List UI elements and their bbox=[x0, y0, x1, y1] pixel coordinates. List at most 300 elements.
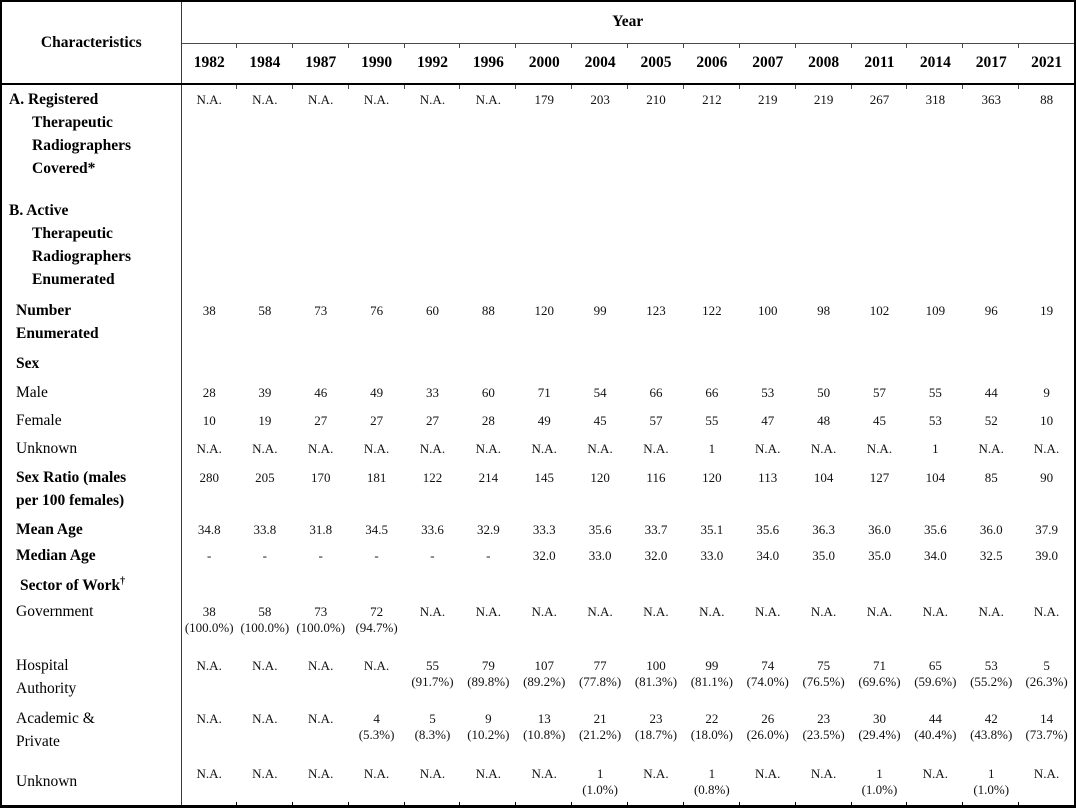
cell-active-enumerated-2004 bbox=[572, 196, 628, 296]
cell-line: 104 bbox=[813, 470, 834, 485]
cell-line: 34.0 bbox=[923, 548, 947, 563]
cell-line: 1 bbox=[987, 766, 995, 782]
cell-registered-covered-2017 bbox=[963, 84, 1019, 196]
cell-median-age-1982 bbox=[181, 541, 237, 567]
cell-line: N.A. bbox=[810, 441, 837, 456]
cell-line: 23 bbox=[817, 711, 831, 727]
characteristics-column-header: Characteristics bbox=[1, 1, 181, 84]
cell-line: 35.6 bbox=[923, 522, 947, 537]
cell-line: 32.9 bbox=[476, 522, 500, 537]
cell-line: 55 bbox=[928, 385, 942, 400]
cell-active-enumerated-2000 bbox=[516, 196, 572, 296]
cell-sex-2004 bbox=[572, 349, 628, 378]
cell-line: 44 bbox=[928, 711, 942, 727]
cell-sex-unknown-1996 bbox=[460, 434, 516, 463]
cell-sector-unknown-2006 bbox=[684, 759, 740, 806]
cell-line: N.A. bbox=[308, 766, 334, 782]
cell-female-2014 bbox=[907, 406, 963, 434]
cell-line: N.A. bbox=[308, 441, 334, 456]
cell-line: N.A. bbox=[475, 441, 501, 456]
cell-line: 76 bbox=[370, 303, 384, 318]
cell-line: N.A. bbox=[587, 441, 613, 456]
cell-male-2017 bbox=[963, 378, 1019, 406]
cell-median-age-1990 bbox=[349, 541, 405, 567]
cell-line: 71 bbox=[872, 658, 886, 674]
cell-line: N.A. bbox=[978, 441, 1004, 456]
table-row-sex-ratio bbox=[1, 463, 1075, 515]
cell-number-enumerated-1987 bbox=[293, 296, 349, 349]
row-label-male bbox=[1, 378, 181, 406]
row-label-female bbox=[1, 406, 181, 434]
cell-female-1996 bbox=[460, 406, 516, 434]
cell-academic-private-2021 bbox=[1019, 704, 1075, 759]
cell-line: N.A. bbox=[866, 441, 893, 456]
row-label-line: Academic & bbox=[16, 710, 95, 728]
cell-sector-of-work-2007 bbox=[740, 567, 796, 597]
cell-line: 33.8 bbox=[253, 522, 277, 537]
cell-line: 5 bbox=[1043, 658, 1050, 674]
cell-hospital-authority-1992 bbox=[405, 651, 461, 704]
cell-sex-unknown-1982 bbox=[181, 434, 237, 463]
cell-female-1992 bbox=[405, 406, 461, 434]
cell-government-1996 bbox=[460, 597, 516, 651]
cell-line: 85 bbox=[984, 470, 998, 485]
cell-sex-ratio-1982 bbox=[181, 463, 237, 515]
cell-line: 55 bbox=[425, 658, 439, 674]
cell-male-2006 bbox=[684, 378, 740, 406]
cell-male-2014 bbox=[907, 378, 963, 406]
cell-sex-2005 bbox=[628, 349, 684, 378]
cell-sex-2006 bbox=[684, 349, 740, 378]
cell-female-1990 bbox=[349, 406, 405, 434]
cell-sector-unknown-2021 bbox=[1019, 759, 1075, 806]
cell-line: 55 bbox=[705, 413, 719, 428]
cell-government-1987 bbox=[293, 597, 349, 651]
cell-number-enumerated-1990 bbox=[349, 296, 405, 349]
cell-registered-covered-2007 bbox=[740, 84, 796, 196]
row-label-sex bbox=[1, 349, 181, 378]
cell-sector-unknown-1984 bbox=[237, 759, 293, 806]
cell-line: 45 bbox=[872, 413, 886, 428]
cell-sector-of-work-2008 bbox=[796, 567, 852, 597]
cell-line: 42 bbox=[984, 711, 998, 727]
cell-male-1990 bbox=[349, 378, 405, 406]
cell-line: 27 bbox=[370, 413, 384, 428]
cell-sector-unknown-2008 bbox=[796, 759, 852, 806]
cell-line: 52 bbox=[984, 413, 998, 428]
cell-line: 122 bbox=[702, 303, 722, 318]
cell-sex-unknown-2006 bbox=[684, 434, 740, 463]
cell-mean-age-2008 bbox=[796, 515, 852, 541]
cell-line: N.A. bbox=[419, 441, 446, 456]
row-label-line: Private bbox=[16, 733, 60, 751]
cell-line: N.A. bbox=[363, 766, 390, 782]
cell-female-2008 bbox=[796, 406, 852, 434]
cell-line: 36.0 bbox=[979, 522, 1003, 537]
cell-line: 26 bbox=[761, 711, 775, 727]
row-label-line: Hospital bbox=[16, 657, 69, 675]
row-label-line: Median Age bbox=[16, 547, 96, 564]
cell-male-1996 bbox=[460, 378, 516, 406]
cell-line: N.A. bbox=[252, 766, 278, 782]
cell-line: (89.8%) bbox=[467, 674, 510, 690]
cell-sector-unknown-2007 bbox=[740, 759, 796, 806]
cell-line: 1 bbox=[932, 441, 939, 456]
cell-academic-private-1987 bbox=[293, 704, 349, 759]
cell-government-2005 bbox=[628, 597, 684, 651]
cell-line: (5.3%) bbox=[358, 727, 395, 743]
cell-government-2006 bbox=[684, 597, 740, 651]
cell-line: N.A. bbox=[922, 766, 948, 782]
row-label-sex-ratio bbox=[1, 463, 181, 515]
cell-line: 88 bbox=[1040, 92, 1054, 107]
cell-line: (1.0%) bbox=[973, 782, 1010, 798]
cell-active-enumerated-2011 bbox=[852, 196, 908, 296]
cell-sector-of-work-1984 bbox=[237, 567, 293, 597]
cell-registered-covered-2011 bbox=[852, 84, 908, 196]
cell-line: (26.3%) bbox=[1025, 674, 1068, 690]
cell-line: 9 bbox=[485, 711, 492, 727]
table-row-sector-unknown bbox=[1, 759, 1075, 806]
table-header bbox=[1, 1, 1075, 84]
row-label-line: Unknown bbox=[16, 440, 78, 457]
cell-median-age-2007 bbox=[740, 541, 796, 567]
cell-mean-age-2021 bbox=[1019, 515, 1075, 541]
cell-sector-of-work-2014 bbox=[907, 567, 963, 597]
cell-line: (26.0%) bbox=[746, 727, 789, 743]
cell-line: 210 bbox=[646, 92, 666, 107]
cell-sex-ratio-2007 bbox=[740, 463, 796, 515]
cell-academic-private-1990 bbox=[349, 704, 405, 759]
cell-hospital-authority-1984 bbox=[237, 651, 293, 704]
cell-male-1992 bbox=[405, 378, 461, 406]
cell-sex-ratio-2006 bbox=[684, 463, 740, 515]
cell-registered-covered-2005 bbox=[628, 84, 684, 196]
cell-line: 46 bbox=[314, 385, 328, 400]
cell-line: 10 bbox=[1040, 413, 1054, 428]
cell-line: 57 bbox=[872, 385, 886, 400]
cell-line: (69.6%) bbox=[858, 674, 901, 690]
cell-sector-unknown-2014 bbox=[907, 759, 963, 806]
cell-line: - bbox=[430, 548, 435, 563]
cell-line: 203 bbox=[590, 92, 610, 107]
cell-line: N.A. bbox=[196, 92, 222, 107]
cell-sector-of-work-1992 bbox=[405, 567, 461, 597]
cell-registered-covered-2000 bbox=[516, 84, 572, 196]
cell-line: N.A. bbox=[643, 441, 669, 456]
cell-line: N.A. bbox=[1033, 604, 1060, 620]
table-row-number-enumerated bbox=[1, 296, 1075, 349]
year-col-2005: 2005 bbox=[628, 43, 684, 84]
cell-line: 120 bbox=[590, 470, 610, 485]
cell-line: 53 bbox=[984, 658, 998, 674]
cell-line: 99 bbox=[593, 303, 607, 318]
cell-mean-age-2004 bbox=[572, 515, 628, 541]
cell-line: 109 bbox=[925, 303, 946, 318]
cell-line: (59.6%) bbox=[914, 674, 957, 690]
cell-sex-2008 bbox=[796, 349, 852, 378]
cell-academic-private-1996 bbox=[460, 704, 516, 759]
cell-line: N.A. bbox=[363, 658, 390, 674]
cell-hospital-authority-1982 bbox=[181, 651, 237, 704]
cell-line: 30 bbox=[872, 711, 886, 727]
cell-government-2000 bbox=[516, 597, 572, 651]
cell-sector-unknown-1982 bbox=[181, 759, 237, 806]
cell-academic-private-2004 bbox=[572, 704, 628, 759]
cell-line: 27 bbox=[425, 413, 439, 428]
cell-mean-age-1982 bbox=[181, 515, 237, 541]
cell-line: (10.2%) bbox=[467, 727, 510, 743]
cell-academic-private-2017 bbox=[963, 704, 1019, 759]
cell-hospital-authority-2011 bbox=[852, 651, 908, 704]
cell-median-age-2021 bbox=[1019, 541, 1075, 567]
cell-line: N.A. bbox=[196, 766, 222, 782]
cell-sex-unknown-2014 bbox=[907, 434, 963, 463]
cell-line: 72 bbox=[370, 604, 384, 620]
cell-academic-private-2006 bbox=[684, 704, 740, 759]
cell-line: N.A. bbox=[643, 604, 669, 620]
cell-line: 19 bbox=[258, 413, 272, 428]
cell-line: 75 bbox=[817, 658, 831, 674]
cell-hospital-authority-2008 bbox=[796, 651, 852, 704]
cell-sex-ratio-2021 bbox=[1019, 463, 1075, 515]
cell-active-enumerated-1992 bbox=[405, 196, 461, 296]
cell-line: 33.0 bbox=[700, 548, 724, 563]
cell-number-enumerated-2017 bbox=[963, 296, 1019, 349]
cell-active-enumerated-2008 bbox=[796, 196, 852, 296]
cell-number-enumerated-1992 bbox=[405, 296, 461, 349]
table-body bbox=[1, 84, 1075, 806]
cell-number-enumerated-2007 bbox=[740, 296, 796, 349]
cell-sex-unknown-2008 bbox=[796, 434, 852, 463]
cell-line: 27 bbox=[314, 413, 328, 428]
cell-government-1990 bbox=[349, 597, 405, 651]
cell-line: (89.2%) bbox=[523, 674, 566, 690]
cell-number-enumerated-1984 bbox=[237, 296, 293, 349]
cell-line: N.A. bbox=[1033, 441, 1060, 456]
year-group-header: Year bbox=[181, 1, 1075, 43]
cell-male-2005 bbox=[628, 378, 684, 406]
cell-line: N.A. bbox=[866, 604, 893, 620]
cell-sex-1982 bbox=[181, 349, 237, 378]
cell-line: 13 bbox=[537, 711, 551, 727]
cell-line: N.A. bbox=[643, 766, 669, 782]
row-label-line: Authority bbox=[16, 680, 77, 698]
cell-line: - bbox=[207, 548, 212, 563]
row-label-line: Radiographers bbox=[32, 248, 132, 265]
cell-line: 45 bbox=[593, 413, 607, 428]
table-row-hospital-authority bbox=[1, 651, 1075, 704]
row-label-line: Covered* bbox=[32, 160, 96, 177]
cell-line: 23 bbox=[649, 711, 663, 727]
cell-median-age-2004 bbox=[572, 541, 628, 567]
cell-line: 74 bbox=[761, 658, 775, 674]
cell-line: (18.0%) bbox=[690, 727, 733, 743]
cell-line: 10 bbox=[202, 413, 216, 428]
cell-line: 33.7 bbox=[644, 522, 668, 537]
cell-government-1984 bbox=[237, 597, 293, 651]
cell-line: 58 bbox=[258, 303, 272, 318]
cell-sector-unknown-2000 bbox=[516, 759, 572, 806]
cell-line: N.A. bbox=[308, 658, 334, 674]
cell-median-age-2011 bbox=[852, 541, 908, 567]
cell-line: 219 bbox=[757, 92, 778, 107]
cell-active-enumerated-1990 bbox=[349, 196, 405, 296]
row-label-line: Female bbox=[16, 412, 62, 429]
cell-sex-unknown-1984 bbox=[237, 434, 293, 463]
cell-sex-2014 bbox=[907, 349, 963, 378]
cell-sex-1996 bbox=[460, 349, 516, 378]
cell-line: (1.0%) bbox=[861, 782, 898, 798]
cell-median-age-2006 bbox=[684, 541, 740, 567]
cell-line: 47 bbox=[761, 413, 775, 428]
cell-active-enumerated-2014 bbox=[907, 196, 963, 296]
cell-line: 79 bbox=[481, 658, 495, 674]
cell-line: 33 bbox=[425, 385, 439, 400]
row-label-registered-covered bbox=[1, 84, 181, 196]
cell-registered-covered-1992 bbox=[405, 84, 461, 196]
cell-mean-age-2007 bbox=[740, 515, 796, 541]
cell-active-enumerated-1984 bbox=[237, 196, 293, 296]
cell-line: 21 bbox=[593, 711, 607, 727]
cell-female-2004 bbox=[572, 406, 628, 434]
cell-line: 170 bbox=[310, 470, 331, 485]
cell-active-enumerated-2005 bbox=[628, 196, 684, 296]
cell-line: - bbox=[262, 548, 267, 563]
cell-line: 73 bbox=[314, 604, 328, 620]
cell-line: 60 bbox=[425, 303, 439, 318]
cell-line: 34.5 bbox=[365, 522, 388, 537]
cell-line: 98 bbox=[817, 303, 831, 318]
cell-sector-unknown-2011 bbox=[852, 759, 908, 806]
cell-line: N.A. bbox=[419, 766, 446, 782]
cell-line: N.A. bbox=[308, 92, 334, 107]
cell-sector-of-work-1982 bbox=[181, 567, 237, 597]
cell-line: 181 bbox=[366, 470, 387, 485]
cell-male-2021 bbox=[1019, 378, 1075, 406]
row-label-number-enumerated bbox=[1, 296, 181, 349]
cell-government-2004 bbox=[572, 597, 628, 651]
cell-sector-unknown-2017 bbox=[963, 759, 1019, 806]
cell-line: N.A. bbox=[475, 604, 501, 620]
cell-male-2004 bbox=[572, 378, 628, 406]
cell-median-age-1992 bbox=[405, 541, 461, 567]
cell-hospital-authority-2007 bbox=[740, 651, 796, 704]
cell-line: N.A. bbox=[196, 658, 222, 674]
row-label-line: Number bbox=[16, 302, 72, 319]
cell-government-1982 bbox=[181, 597, 237, 651]
cell-government-2008 bbox=[796, 597, 852, 651]
cell-line: 214 bbox=[478, 470, 499, 485]
cell-number-enumerated-2021 bbox=[1019, 296, 1075, 349]
cell-line: 33.0 bbox=[588, 548, 612, 563]
cell-number-enumerated-2014 bbox=[907, 296, 963, 349]
cell-line: 35.0 bbox=[868, 548, 891, 563]
cell-line: 100 bbox=[757, 303, 778, 318]
cell-line: N.A. bbox=[419, 604, 446, 620]
row-label-line: Sex bbox=[16, 355, 40, 372]
cell-registered-covered-1987 bbox=[293, 84, 349, 196]
cell-sector-unknown-1992 bbox=[405, 759, 461, 806]
cell-line: 104 bbox=[925, 470, 946, 485]
cell-mean-age-1987 bbox=[293, 515, 349, 541]
cell-academic-private-2011 bbox=[852, 704, 908, 759]
cell-mean-age-2017 bbox=[963, 515, 1019, 541]
cell-line: 35.0 bbox=[812, 548, 835, 563]
cell-line: 44 bbox=[984, 385, 998, 400]
cell-academic-private-1982 bbox=[181, 704, 237, 759]
table-row-academic-private bbox=[1, 704, 1075, 759]
year-col-2017: 2017 bbox=[963, 43, 1019, 84]
cell-government-1992 bbox=[405, 597, 461, 651]
cell-line: 116 bbox=[646, 470, 666, 485]
cell-line: - bbox=[374, 548, 379, 563]
cell-hospital-authority-2006 bbox=[684, 651, 740, 704]
year-col-2004: 2004 bbox=[572, 43, 628, 84]
cell-registered-covered-2014 bbox=[907, 84, 963, 196]
cell-sector-unknown-1987 bbox=[293, 759, 349, 806]
cell-male-1987 bbox=[293, 378, 349, 406]
cell-line: 38 bbox=[202, 303, 216, 318]
cell-sex-1987 bbox=[293, 349, 349, 378]
cell-line: 53 bbox=[761, 385, 775, 400]
cell-line: (29.4%) bbox=[858, 727, 901, 743]
year-col-2014: 2014 bbox=[907, 43, 963, 84]
cell-line: (76.5%) bbox=[802, 674, 845, 690]
cell-sex-2011 bbox=[852, 349, 908, 378]
cell-hospital-authority-1990 bbox=[349, 651, 405, 704]
cell-number-enumerated-2000 bbox=[516, 296, 572, 349]
cell-number-enumerated-2005 bbox=[628, 296, 684, 349]
cell-government-2011 bbox=[852, 597, 908, 651]
cell-line: 88 bbox=[481, 303, 495, 318]
cell-sector-unknown-1996 bbox=[460, 759, 516, 806]
cell-line: 280 bbox=[199, 470, 219, 485]
cell-mean-age-2006 bbox=[684, 515, 740, 541]
cell-hospital-authority-1996 bbox=[460, 651, 516, 704]
table-row-registered-covered bbox=[1, 84, 1075, 196]
cell-line: N.A. bbox=[810, 604, 837, 620]
cell-line: 33.3 bbox=[532, 522, 556, 537]
cell-active-enumerated-2006 bbox=[684, 196, 740, 296]
cell-hospital-authority-2021 bbox=[1019, 651, 1075, 704]
cell-line: 31.8 bbox=[309, 522, 333, 537]
cell-line: N.A. bbox=[978, 604, 1004, 620]
cell-line: 96 bbox=[984, 303, 998, 318]
cell-sex-unknown-1990 bbox=[349, 434, 405, 463]
cell-line: N.A. bbox=[363, 92, 390, 107]
cell-line: 205 bbox=[255, 470, 275, 485]
cell-line: 363 bbox=[981, 92, 1001, 107]
table-row-male bbox=[1, 378, 1075, 406]
cell-male-2011 bbox=[852, 378, 908, 406]
cell-registered-covered-2004 bbox=[572, 84, 628, 196]
cell-line: N.A. bbox=[699, 604, 725, 620]
cell-line: (100.0%) bbox=[184, 620, 234, 636]
cell-line: (81.3%) bbox=[634, 674, 678, 690]
cell-line: 100 bbox=[646, 658, 666, 674]
cell-line: N.A. bbox=[475, 92, 501, 107]
cell-line: N.A. bbox=[587, 604, 613, 620]
cell-mean-age-1992 bbox=[405, 515, 461, 541]
cell-registered-covered-1982 bbox=[181, 84, 237, 196]
cell-academic-private-1984 bbox=[237, 704, 293, 759]
cell-line: N.A. bbox=[252, 92, 278, 107]
cell-line: (18.7%) bbox=[634, 727, 678, 743]
cell-government-2017 bbox=[963, 597, 1019, 651]
cell-number-enumerated-2008 bbox=[796, 296, 852, 349]
cell-line: 57 bbox=[649, 413, 663, 428]
